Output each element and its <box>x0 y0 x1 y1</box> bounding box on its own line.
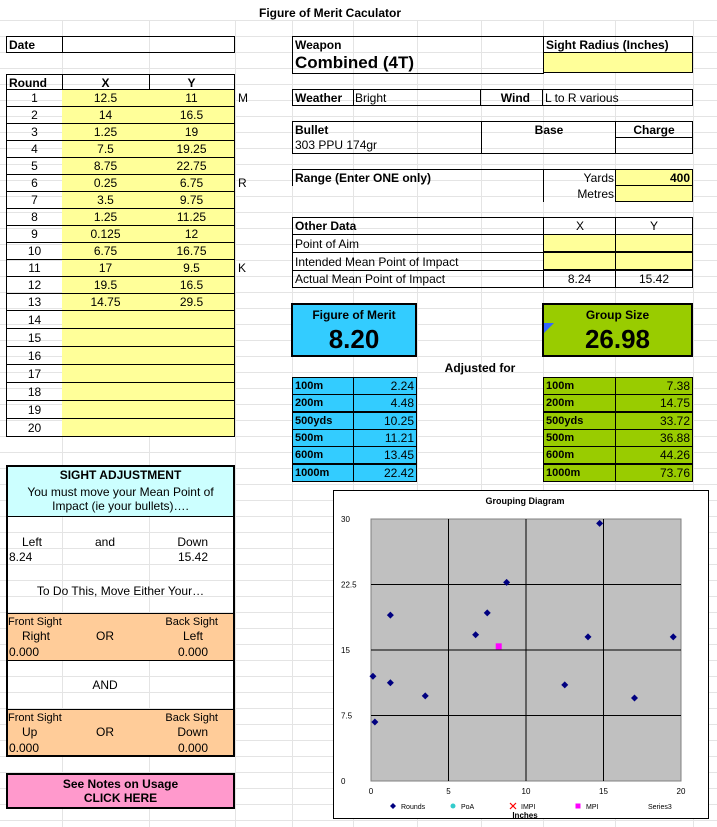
round-number: 7 <box>6 191 63 208</box>
group-adjusted-distance: 200m <box>543 394 616 412</box>
chart-xtick-label: 20 <box>676 787 686 796</box>
round-y-input[interactable] <box>149 382 235 400</box>
round-x-input[interactable]: 14.75 <box>62 293 150 310</box>
round-x-input[interactable]: 12.5 <box>62 89 150 106</box>
fom-adjusted-value: 13.45 <box>353 446 417 464</box>
legend-poa-icon <box>451 804 456 809</box>
fom-label: Figure of Merit <box>312 308 396 322</box>
round-y-input[interactable]: 9.5 <box>149 259 235 276</box>
round-number: 13 <box>6 293 63 310</box>
round-number: 3 <box>6 123 63 140</box>
group-adjusted-value: 44.26 <box>615 446 693 464</box>
x-header: X <box>62 74 150 90</box>
group-adjusted-value: 33.72 <box>615 412 693 430</box>
fom-adjusted-distance: 600m <box>292 446 354 464</box>
up-value: 0.000 <box>9 741 40 755</box>
chart-ytick-label: 30 <box>341 515 350 524</box>
round-x-input[interactable] <box>62 310 150 328</box>
impi-x-input[interactable] <box>543 252 616 270</box>
mpi-point <box>496 643 502 649</box>
gridline-vertical <box>235 20 236 827</box>
down2-value: 0.000 <box>177 741 208 755</box>
up-label: Up <box>22 725 38 739</box>
wind-input[interactable]: L to R various <box>542 89 693 106</box>
legend-label: Series3 <box>648 804 672 811</box>
todo-label: To Do This, Move Either Your… <box>36 583 205 598</box>
round-y-input[interactable] <box>149 418 235 436</box>
legend-label: Rounds <box>401 804 426 811</box>
yards-input[interactable]: 400 <box>615 169 693 186</box>
or2-label: OR <box>96 725 114 739</box>
and-label: and <box>94 535 116 549</box>
fom-adjusted-value: 2.24 <box>353 377 417 395</box>
round-number: 4 <box>6 140 63 157</box>
round-x-input[interactable]: 0.125 <box>62 225 150 242</box>
chart-ytick-label: 22.5 <box>341 580 357 590</box>
round-y-input[interactable] <box>149 400 235 418</box>
round-y-input[interactable]: 19 <box>149 123 235 140</box>
comment-marker-icon <box>544 323 554 333</box>
round-x-input[interactable] <box>62 364 150 382</box>
round-y-input[interactable]: 11.25 <box>149 208 235 225</box>
weather-input[interactable]: Bright <box>353 89 481 106</box>
round-number: 6 <box>6 174 63 191</box>
round-x-input[interactable]: 3.5 <box>62 191 150 208</box>
chart-xtick-label: 0 <box>368 787 374 796</box>
round-x-input[interactable]: 0.25 <box>62 174 150 191</box>
fom-adjusted-value: 11.21 <box>353 429 417 447</box>
impi-y-input[interactable] <box>615 252 693 270</box>
round-y-input[interactable]: 16.5 <box>149 276 235 293</box>
fom-adjusted-distance: 100m <box>292 377 354 395</box>
round-number: 18 <box>6 382 63 400</box>
metres-input[interactable] <box>615 185 693 202</box>
left2-label: Left <box>182 629 203 643</box>
round-x-input[interactable]: 1.25 <box>62 208 150 225</box>
round-y-input[interactable]: 19.25 <box>149 140 235 157</box>
fom-value: 8.20 <box>328 323 380 354</box>
round-number: 20 <box>6 418 63 436</box>
legend-label: PoA <box>461 804 475 811</box>
round-x-input[interactable]: 8.75 <box>62 157 150 174</box>
round-x-input[interactable]: 14 <box>62 106 150 123</box>
round-x-input[interactable]: 17 <box>62 259 150 276</box>
bullet-label: Bullet <box>292 121 482 138</box>
sight-adjustment-title: SIGHT ADJUSTMENT <box>6 465 235 483</box>
fom-adjusted-value: 4.48 <box>353 394 417 412</box>
group-value: 26.98 <box>584 323 651 354</box>
fom-adjusted-distance: 200m <box>292 394 354 412</box>
poa-x-input[interactable] <box>543 234 616 252</box>
down-value: 15.42 <box>177 550 208 564</box>
fom-box <box>291 303 417 357</box>
metres-label: Metres <box>543 185 616 202</box>
base-label: Base <box>481 121 616 138</box>
group-adjusted-distance: 500yds <box>543 412 616 430</box>
round-note: R <box>238 175 247 190</box>
round-x-input[interactable] <box>62 418 150 436</box>
back-sight2-label: Back Sight <box>165 711 218 724</box>
chart-xlabel: Inches <box>512 811 538 820</box>
sight-adjustment-message <box>6 482 235 517</box>
and2-label: AND <box>92 677 118 692</box>
group-adjusted-distance: 1000m <box>543 464 616 482</box>
left-label: Left <box>22 535 43 549</box>
ampi-y-value: 15.42 <box>615 270 693 288</box>
round-y-input[interactable]: 29.5 <box>149 293 235 310</box>
chart-ytick-label: 15 <box>341 646 350 655</box>
right-label: Right <box>22 629 51 643</box>
right-value: 0.000 <box>9 645 40 659</box>
legend-label: IMPI <box>521 804 536 811</box>
round-x-input[interactable]: 19.5 <box>62 276 150 293</box>
round-number: 1 <box>6 89 63 106</box>
legend-mpi-icon <box>576 804 581 809</box>
ampi-label: Actual Mean Point of Impact <box>292 270 544 288</box>
round-y-input[interactable] <box>149 328 235 346</box>
group-adjusted-distance: 100m <box>543 377 616 395</box>
yards-label: Yards <box>543 169 616 186</box>
ampi-x-value: 8.24 <box>543 270 616 288</box>
date-input[interactable] <box>62 36 235 53</box>
chart-xtick-label: 10 <box>521 787 531 796</box>
down2-label: Down <box>177 725 208 739</box>
round-note: M <box>238 90 248 105</box>
round-y-input[interactable] <box>149 346 235 364</box>
left2-value: 0.000 <box>177 645 208 659</box>
or-label: OR <box>96 629 114 643</box>
left-value: 8.24 <box>9 550 33 564</box>
charge-input[interactable] <box>615 137 693 154</box>
round-number: 2 <box>6 106 63 123</box>
fom-adjusted-distance: 500yds <box>292 412 354 430</box>
weapon-label: Weapon <box>292 36 544 52</box>
fom-adjusted-distance: 1000m <box>292 464 354 482</box>
chart-xtick-label: 15 <box>599 787 608 796</box>
sight-radius-label: Sight Radius (Inches) <box>543 36 693 53</box>
chart-title: Grouping Diagram <box>485 496 565 506</box>
fom-adjusted-distance: 500m <box>292 429 354 447</box>
round-header: Round <box>6 74 63 90</box>
round-x-input[interactable]: 1.25 <box>62 123 150 140</box>
down-label: Down <box>177 535 208 549</box>
grouping-diagram-chart[interactable] <box>333 490 710 820</box>
poa-label: Point of Aim <box>292 234 544 252</box>
other-x-header: X <box>543 217 616 234</box>
group-adjusted-distance: 500m <box>543 429 616 447</box>
other-y-header: Y <box>615 217 693 234</box>
bullet-input[interactable]: 303 PPU 174gr <box>292 137 482 154</box>
round-y-input[interactable] <box>149 364 235 382</box>
round-number: 15 <box>6 328 63 346</box>
adjusted-label: Adjusted for <box>444 361 516 375</box>
round-y-input[interactable]: 11 <box>149 89 235 106</box>
round-number: 12 <box>6 276 63 293</box>
round-x-input[interactable] <box>62 328 150 346</box>
round-y-input[interactable]: 9.75 <box>149 191 235 208</box>
back-sight-label: Back Sight <box>165 615 218 628</box>
other-data-label: Other Data <box>292 217 544 234</box>
round-x-input[interactable] <box>62 346 150 364</box>
fom-adjusted-value: 10.25 <box>353 412 417 430</box>
round-number: 8 <box>6 208 63 225</box>
gridline-horizontal <box>0 820 717 821</box>
front-sight2-label: Front Sight <box>8 711 62 724</box>
round-number: 9 <box>6 225 63 242</box>
rounds-table-bottom-border <box>6 436 235 437</box>
round-x-input[interactable] <box>62 400 150 418</box>
range-label: Range (Enter ONE only) <box>292 169 544 186</box>
group-adjusted-value: 14.75 <box>615 394 693 412</box>
round-note: K <box>238 260 247 275</box>
round-number: 19 <box>6 400 63 418</box>
round-number: 14 <box>6 310 63 328</box>
sight-adjustment-message-text: You must move your Mean Point of Impact (ie your bullets)…. <box>27 485 214 513</box>
front-sight-label: Front Sight <box>8 615 62 628</box>
weather-label: Weather <box>292 89 354 106</box>
chart-xtick-label: 5 <box>446 787 451 796</box>
round-x-input[interactable]: 6.75 <box>62 242 150 259</box>
group-adjusted-value: 73.76 <box>615 464 693 482</box>
notes-button-label: See Notes on Usage CLICK HERE <box>62 777 179 805</box>
group-box <box>542 303 693 357</box>
fom-adjusted-value: 22.42 <box>353 464 417 482</box>
legend-label: MPI <box>586 804 599 811</box>
group-adjusted-distance: 600m <box>543 446 616 464</box>
wind-label: Wind <box>480 89 543 106</box>
charge-label: Charge <box>615 121 693 138</box>
y-header: Y <box>149 74 235 90</box>
poa-y-input[interactable] <box>615 234 693 252</box>
weapon-input[interactable]: Combined (4T) <box>292 52 544 74</box>
sheet-title: Figure of Merit Caculator <box>258 6 401 20</box>
round-y-input[interactable]: 16.5 <box>149 106 235 123</box>
round-x-input[interactable]: 7.5 <box>62 140 150 157</box>
notes-button[interactable] <box>6 773 235 809</box>
impi-label: Intended Mean Point of Impact <box>292 252 544 270</box>
sight-radius-input[interactable] <box>543 52 693 73</box>
date-label: Date <box>6 36 63 53</box>
group-label: Group Size <box>585 308 650 322</box>
round-y-input[interactable]: 22.75 <box>149 157 235 174</box>
round-number: 16 <box>6 346 63 364</box>
round-y-input[interactable] <box>149 310 235 328</box>
round-number: 5 <box>6 157 63 174</box>
round-number: 10 <box>6 242 63 259</box>
group-adjusted-value: 36.88 <box>615 429 693 447</box>
round-x-input[interactable] <box>62 382 150 400</box>
round-y-input[interactable]: 6.75 <box>149 174 235 191</box>
chart-ytick-label: 0 <box>341 777 346 786</box>
base-input[interactable] <box>481 137 616 154</box>
round-number: 11 <box>6 259 63 276</box>
group-adjusted-value: 7.38 <box>615 377 693 395</box>
round-y-input[interactable]: 16.75 <box>149 242 235 259</box>
round-y-input[interactable]: 12 <box>149 225 235 242</box>
round-number: 17 <box>6 364 63 382</box>
chart-ytick-label: 7.5 <box>341 711 353 721</box>
